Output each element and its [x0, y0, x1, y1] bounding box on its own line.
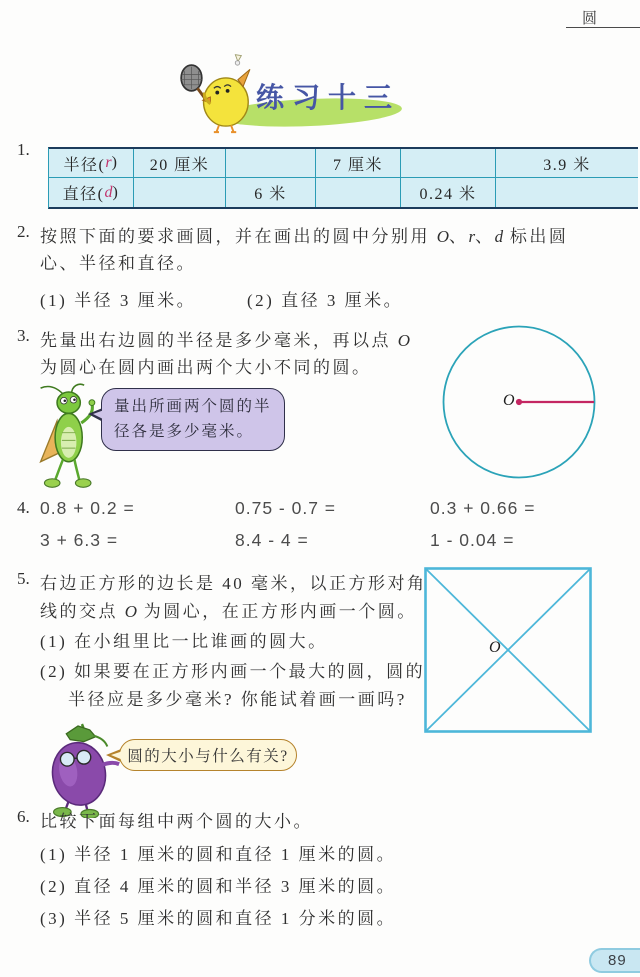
bird-mascot-illustration: [176, 52, 262, 134]
math-expression: 3 + 6.3 =: [40, 530, 119, 550]
page-number: 89: [608, 952, 627, 969]
table-cell: [401, 149, 496, 178]
q5-item-1: (1) 在小组里比一比谁画的圆大。: [40, 632, 328, 651]
q6-text: 比较下面每组中两个圆的大小。: [40, 812, 313, 831]
q6-item-2: (2) 直径 4 厘米的圆和半径 3 厘米的圆。: [40, 877, 397, 896]
table-cell: 20 厘米: [134, 149, 226, 178]
q3-number: 3.: [17, 326, 30, 345]
chapter-label: 圆: [582, 11, 598, 27]
table-header-diameter: 直径( d ): [49, 178, 134, 207]
q3-text-line2: 为圆心在圆内画出两个大小不同的圆。: [40, 358, 372, 377]
table-cell: [496, 178, 638, 207]
radius-diameter-table: [48, 147, 638, 209]
q3-text-line1: 先量出右边圆的半径是多少毫米，再以点 O: [40, 331, 411, 350]
q6-item-3: (3) 半径 5 厘米的圆和直径 1 分米的圆。: [40, 909, 397, 928]
circle-center-label: O: [503, 392, 515, 409]
eggplant-speech-bubble: [119, 739, 297, 771]
grasshopper-speech-bubble: [101, 388, 285, 451]
table-row-diameter: [49, 178, 638, 207]
table-cell: 6 米: [226, 178, 316, 207]
speech-bubble-text: 量出所画两个圆的半: [114, 398, 272, 415]
table-cell: 0.24 米: [401, 178, 496, 207]
header-rule: [566, 27, 640, 28]
q2-number: 2.: [17, 222, 30, 241]
page-number-pill: [589, 948, 640, 973]
q2-text-line1: 按照下面的要求画圆，并在画出的圆中分别用 O、r、d 标出圆: [40, 227, 569, 246]
math-expression: 0.8 + 0.2 =: [40, 498, 135, 518]
q2-item-1: (1) 半径 3 厘米。: [40, 291, 197, 310]
q2-text-line2: 心、半径和直径。: [40, 254, 196, 273]
square-center-label: O: [489, 639, 501, 656]
q2-item-2: (2) 直径 3 厘米。: [247, 291, 404, 310]
q5-text-line2: 线的交点 O 为圆心，在正方形内画一个圆。: [40, 602, 417, 621]
square-figure: [424, 567, 592, 733]
q5-item-2-line2: 半径应是多少毫米? 你能试着画一画吗?: [68, 690, 407, 709]
table-cell: [316, 178, 401, 207]
q5-number: 5.: [17, 569, 30, 588]
q5-item-2-line1: (2) 如果要在正方形内画一个最大的圆，圆的: [40, 662, 426, 681]
table-header-radius: 半径( r ): [49, 149, 134, 178]
table-cell: [226, 149, 316, 178]
math-expression: 0.3 + 0.66 =: [430, 498, 536, 518]
speech-bubble-text: 圆的大小与什么有关?: [127, 748, 289, 765]
math-expression: 8.4 - 4 =: [235, 530, 309, 550]
page-title: 练习十三: [256, 83, 401, 114]
q5-text-line1: 右边正方形的边长是 40 毫米，以正方形对角: [40, 574, 427, 593]
q6-item-1: (1) 半径 1 厘米的圆和直径 1 厘米的圆。: [40, 845, 397, 864]
circle-figure: [440, 323, 598, 481]
q4-number: 4.: [17, 498, 30, 517]
speech-bubble-text: 径各是多少毫米。: [114, 423, 255, 440]
math-expression: 0.75 - 0.7 =: [235, 498, 337, 518]
table-cell: 7 厘米: [316, 149, 401, 178]
math-expression: 1 - 0.04 =: [430, 530, 515, 550]
table-cell: 3.9 米: [496, 149, 638, 178]
table-cell: [134, 178, 226, 207]
table-row-radius: [49, 149, 638, 178]
q1-number: 1.: [17, 140, 30, 159]
q6-number: 6.: [17, 807, 30, 826]
speech-bubble-tail-fill: [93, 409, 107, 421]
speech-bubble-tail-fill: [111, 751, 123, 760]
eggplant-mascot-illustration: [35, 720, 123, 818]
